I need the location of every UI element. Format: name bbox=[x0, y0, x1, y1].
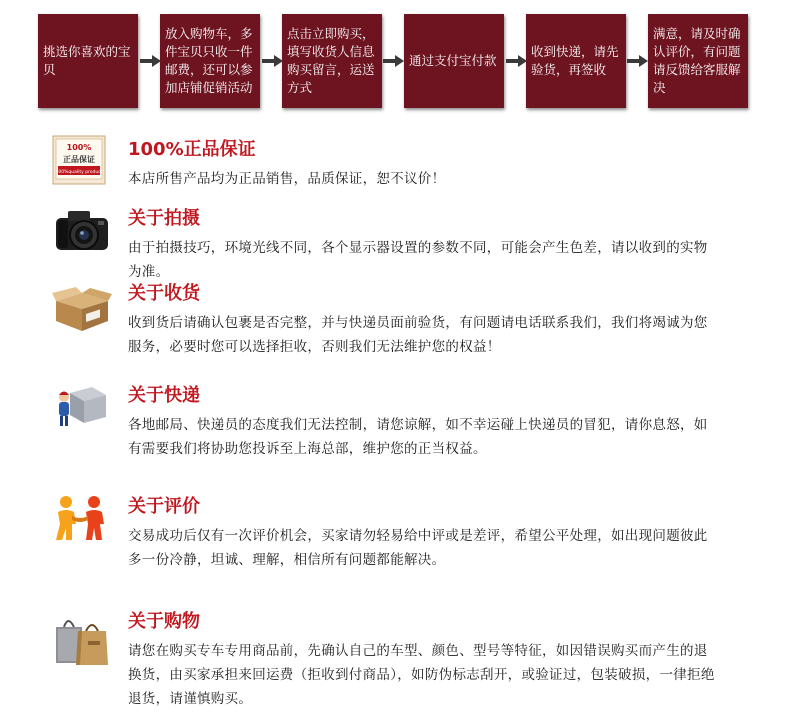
section-text: 收到货后请确认包裹是否完整，并与快递员面前验货，有问题请电话联系我们，我们将竭诚为您服务，必要时您可以选择拒收，否则我们无法维护您的权益！ bbox=[128, 315, 708, 355]
flow-step-1: 挑选你喜欢的宝贝 bbox=[38, 14, 138, 108]
section-title: 关于收货 bbox=[128, 283, 200, 304]
arrow-right-icon bbox=[262, 55, 284, 67]
section-quality bbox=[0, 139, 790, 199]
purchase-process-flow bbox=[0, 0, 790, 115]
section-reviews bbox=[0, 496, 790, 576]
delivery-person-icon bbox=[52, 383, 112, 433]
section-title: 关于评价 bbox=[128, 496, 200, 517]
arrow-right-icon bbox=[140, 55, 162, 67]
flow-step-6: 满意，请及时确认评价，有问题请反馈给客服解决 bbox=[648, 14, 748, 108]
section-title: 关于拍摄 bbox=[128, 208, 200, 229]
section-shopping bbox=[0, 611, 790, 721]
section-photography bbox=[0, 208, 790, 278]
section-title: 100%正品保证 bbox=[128, 139, 256, 160]
section-title: 关于快递 bbox=[128, 385, 200, 406]
camera-icon bbox=[52, 206, 112, 256]
svg-text:100%: 100% bbox=[66, 143, 92, 152]
svg-text:正品保证: 正品保证 bbox=[63, 155, 95, 164]
section-receiving bbox=[0, 283, 790, 363]
section-express bbox=[0, 385, 790, 465]
shopping-bag-icon bbox=[52, 613, 112, 667]
section-text: 各地邮局、快递员的态度我们无法控制，请您谅解，如不幸运碰上快递员的冒犯，请你息怒，如有需要我们将协助您投诉至上海总部，维护您的正当权益。 bbox=[128, 417, 708, 457]
package-box-icon bbox=[52, 287, 112, 337]
flow-step-5: 收到快递，请先验货，再签收 bbox=[526, 14, 626, 108]
arrow-right-icon bbox=[627, 55, 649, 67]
section-text: 由于拍摄技巧，环境光线不同，各个显示器设置的参数不同，可能会产生色差，请以收到的实物为准。 bbox=[128, 240, 708, 280]
section-text: 交易成功后仅有一次评价机会，买家请勿轻易给中评或是差评，希望公平处理，如出现问题彼此多一份冷静，坦诚、理解，相信所有问题都能解决。 bbox=[128, 528, 708, 568]
quality-badge-icon bbox=[52, 135, 106, 185]
arrow-right-icon bbox=[506, 55, 528, 67]
handshake-icon bbox=[52, 494, 112, 544]
svg-text:100%quality product: 100%quality product bbox=[55, 170, 103, 175]
arrow-right-icon bbox=[383, 55, 405, 67]
section-title: 关于购物 bbox=[128, 611, 200, 632]
section-text: 本店所售产品均为正品销售，品质保证，恕不议价！ bbox=[128, 171, 446, 187]
section-text: 请您在购买专车专用商品前，先确认自己的车型、颜色、型号等特征，如因错误购买而产生的退换货，由买家承担来回运费（拒收到付商品），如防伪标志刮开，或验证过，包装破损，一律拒绝退货，请谨慎购买。 bbox=[128, 643, 715, 707]
flow-step-3: 点击立即购买，填写收货人信息购买留言，运送方式 bbox=[282, 14, 382, 108]
flow-step-4: 通过支付宝付款 bbox=[404, 14, 504, 108]
flow-step-2: 放入购物车，多件宝贝只收一件邮费，还可以参加店铺促销活动 bbox=[160, 14, 260, 108]
